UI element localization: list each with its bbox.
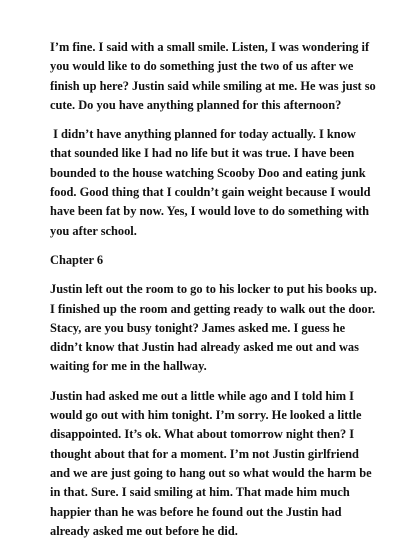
- document-body: [50, 38, 380, 551]
- paragraph-2: I didn’t have anything planned for today actually. I know that sounded like I had no life but it was true. I have been bounded to the house watching Scooby Doo and eating junk food. Good thing that I couldn’t gain weight because I would have been fat by now. Yes, I would love to do something with you after school.: [50, 127, 374, 238]
- paragraph-4: Justin had asked me out a little while ago and I told him I would go out with him tonight. I’m sorry. He looked a little disappointed. It’s ok. What about tomorrow night then? I thought about that for a moment. I’m not Justin girlfriend and we are just going to hang out so what would the harm be in that. Sure. I said smiling at him. That made him much happier than he was before he found out the Justin had already asked me out before he did.: [50, 388, 375, 538]
- paragraph-1: I’m fine. I said with a small smile. Listen, I was wondering if you would like to do something just the two of us after we finish up here? Justin said while smiling at me. He was just so cute. Do you have anything planned for this afternoon?: [50, 40, 379, 112]
- paragraph-3: Justin left out the room to go to his locker to put his books up. I finished up the room and getting ready to walk out the door. Stacy, are you busy tonight? James asked me. I guess he didn’t know that Justin had already asked me out and was waiting for me in the hallway.: [50, 282, 381, 374]
- chapter-heading: Chapter 6: [50, 252, 104, 267]
